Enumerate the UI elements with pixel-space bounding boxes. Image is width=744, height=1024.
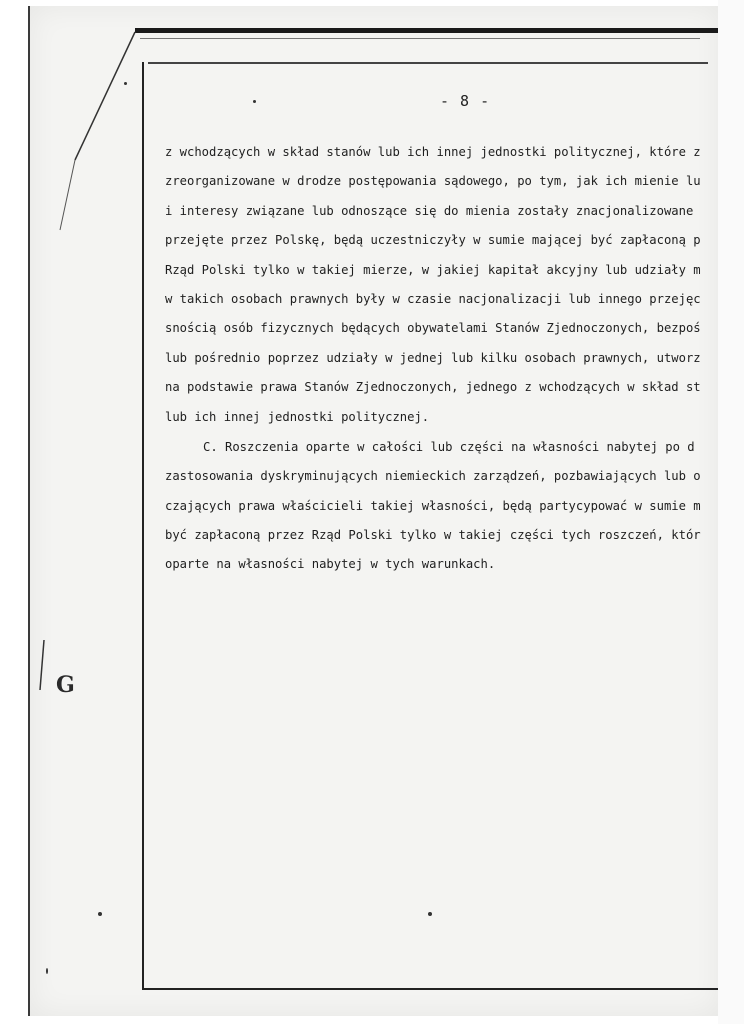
text-line: przejęte przez Polskę, będą uczestniczyły w sumie mającej być zapłaconą p [165, 233, 701, 248]
text-line: zreorganizowane w drodze postępowania sądowego, po tym, jak ich mienie lu [165, 174, 701, 189]
scan-speck [124, 82, 127, 85]
margin-stamp-mark: G [56, 672, 75, 698]
text-line: być zapłaconą przez Rząd Polski tylko w takiej części tych roszczeń, któr [165, 528, 701, 543]
text-line: Rząd Polski tylko w takiej mierze, w jakiej kapitał akcyjny lub udziały m [165, 262, 701, 277]
page-number: - 8 - [440, 92, 491, 110]
text-line: i interesy związane lub odnoszące się do mienia zostały znacjonalizowane [165, 203, 694, 218]
paragraph-c [165, 433, 718, 580]
text-line: w takich osobach prawnych były w czasie nacjonalizacji lub innego przejęc [165, 291, 701, 306]
corner-diagonal-line [75, 32, 135, 160]
text-line: zastosowania dyskryminujących niemieckich zarządzeń, pozbawiających lub o [165, 469, 701, 484]
text-line: lub pośrednio poprzez udziały w jednej lub kilku osobach prawnych, utworz [165, 350, 701, 365]
scan-speck [46, 968, 48, 974]
paragraph-c-first-line: C. Roszczenia oparte w całości lub części na własności nabytej po d [203, 439, 695, 454]
text-line: oparte na własności nabytej w tych warunkach. [165, 557, 496, 572]
scan-speck [428, 912, 432, 916]
scan-speck [98, 912, 102, 916]
left-margin-stroke [40, 640, 44, 690]
paragraph-b [165, 138, 718, 432]
corner-diagonal-line-lower [60, 160, 75, 230]
text-line: snością osób fizycznych będących obywatelami Stanów Zjednoczonych, bezpoś [165, 321, 701, 336]
text-line: z wchodzących w skład stanów lub ich innej jednostki politycznej, które z [165, 145, 701, 159]
scan-speck [253, 100, 256, 103]
text-line: na podstawie prawa Stanów Zjednoczonych, jednego z wchodzących w skład st [165, 380, 701, 395]
text-line: czających prawa właścicieli takiej własności, będą partycypować w sumie m [165, 498, 701, 513]
document-body [165, 138, 718, 580]
text-line: lub ich innej jednostki politycznej. [165, 409, 430, 424]
